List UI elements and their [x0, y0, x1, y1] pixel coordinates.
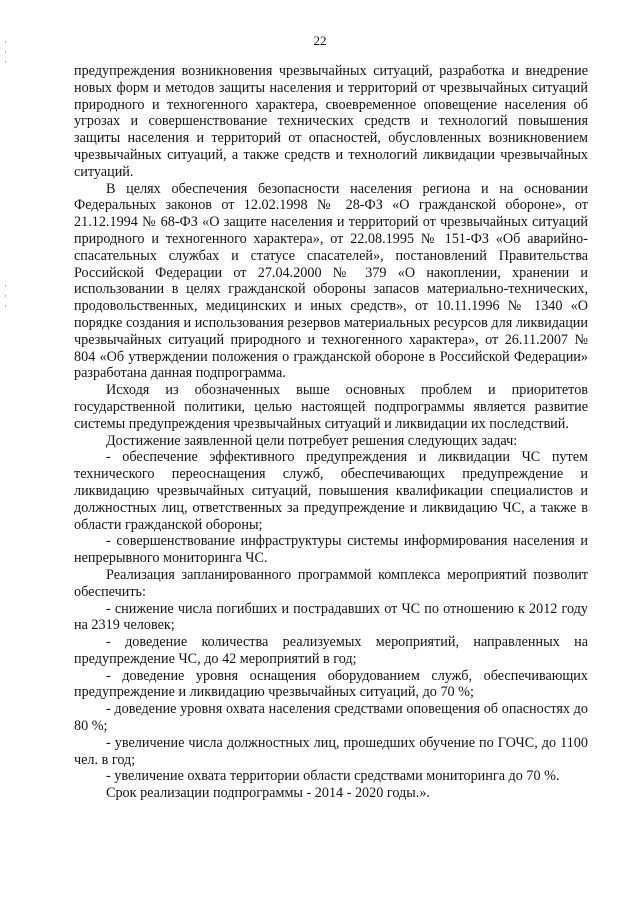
list-item: - доведение уровня оснащения оборудованием служб, обеспечивающих предупреждение и ликвидацию чрезвычайных ситуаций, до 70 %;	[74, 667, 588, 701]
margin-mark: · · ·	[4, 38, 7, 68]
paragraph: Срок реализации подпрограммы - 2014 - 2020 годы.».	[106, 785, 430, 802]
list-item: - обеспечение эффективного предупреждения и ликвидации ЧС путем технического переоснащения служб, обеспечивающих предупреждение и ликвидацию чрезвычайных ситуаций, повышения квалификации специалистов и должностных лиц, ответственных за предупреждение и ликвидацию ЧС, а также в области гражданской обороны;	[74, 449, 588, 533]
list-item: - доведение уровня охвата населения средствами оповещения об опасностях до 80 %;	[74, 701, 588, 735]
list-item: - увеличение числа должностных лиц, прошедших обучение по ГОЧС, до 1100 чел. в год;	[74, 734, 588, 768]
list-item: - снижение числа погибших и пострадавших от ЧС по отношению к 2012 году на 2319 человек;	[74, 600, 588, 634]
paragraph: Реализация запланированного программой комплекса мероприятий позволит обеспечить:	[74, 566, 588, 600]
paragraph: Исходя из обозначенных выше основных проблем и приоритетов государственной политики, целью настоящей подпрограммы является развитие системы предупреждения чрезвычайных ситуаций и ликвидации их последствий.	[74, 382, 588, 432]
page-number: 22	[313, 33, 327, 48]
paragraph: предупреждения возникновения чрезвычайных ситуаций, разработка и внедрение новых форм и методов защиты населения и территорий от чрезвычайных ситуаций природного и техногенного характера, своевременное оповещение населения об угрозах и совершенствование технических средств и технологий повышения защиты населения и территорий от опасностей, обусловленных возникновением чрезвычайных ситуаций, а также средств и технологий ликвидации чрезвычайных ситуаций.	[74, 63, 588, 180]
list-item: - совершенствование инфраструктуры системы информирования населения и непрерывного мониторинга ЧС.	[74, 533, 588, 567]
body-text	[74, 63, 588, 802]
paragraph: Достижение заявленной цели потребует решения следующих задач:	[106, 432, 518, 449]
list-item: - доведение количества реализуемых мероприятий, направленных на предупреждение ЧС, до 42 мероприятий в год;	[74, 634, 588, 667]
margin-mark: · · ·	[4, 282, 7, 312]
paragraph: В целях обеспечения безопасности населения региона и на основании Федеральных законов от 12.02.1998 № 28-ФЗ «О гражданской обороне», от 21.12.1994 № 68-ФЗ «О защите населения и территорий от чрезвычайных ситуаций природного и техногенного характера», от 22.08.1995 № 151-ФЗ «Об аварийно-спасательных службах и статусе спасателей», постановлений Правительства Российской Федерации от 27.04.2000 № 379 «О накоплении, хранении и использовании в целях гражданской обороны запасов материально-технических, продовольственных, медицинских и иных средств», от 10.11.1996 № 1340 «О порядке создания и использования резервов материальных ресурсов для ликвидации чрезвычайных ситуаций природного и техногенного характера», от 26.11.2007 № 804 «Об утверждении положения о гражданской обороне в Российской Федерации» разработана данная подпрограмма.	[74, 180, 588, 382]
list-item: - увеличение охвата территории области средствами мониторинга до 70 %.	[106, 768, 560, 785]
